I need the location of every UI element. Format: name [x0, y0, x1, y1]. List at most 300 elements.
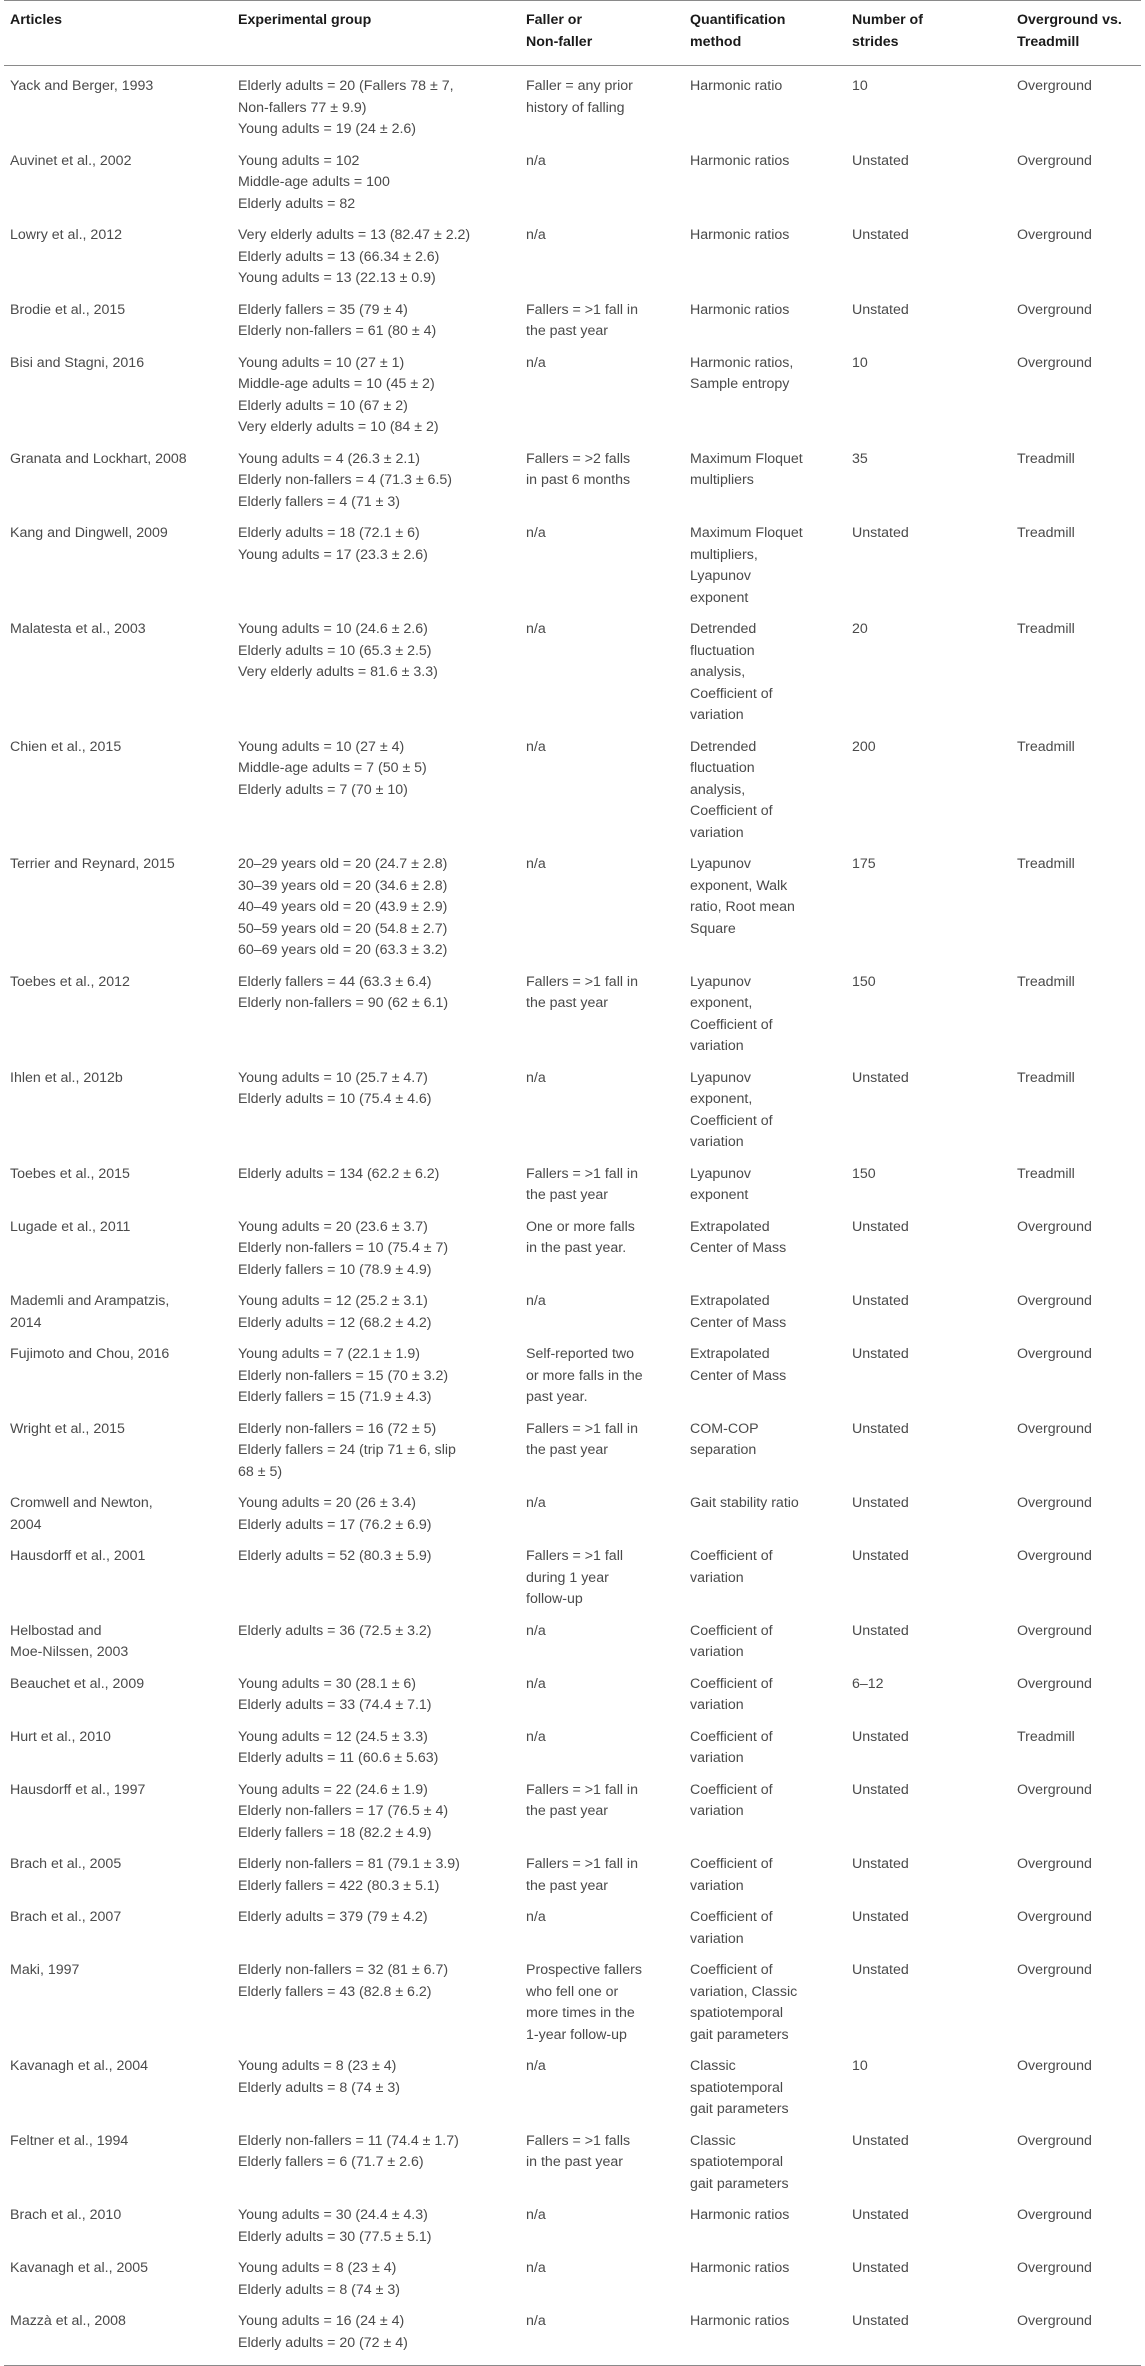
- cell-line: Lyapunov: [690, 856, 752, 872]
- cell-line: Harmonic ratios: [690, 2313, 790, 2329]
- cell-experimental-group: [232, 1207, 520, 1282]
- cell-line: Overground: [1017, 2260, 1092, 2276]
- cell-line: exponent: [690, 1187, 749, 1203]
- cell-number-of-strides: [846, 1058, 1011, 1154]
- cell-line: Elderly adults = 8 (74 ± 3): [238, 2079, 400, 2096]
- table-row: [4, 1058, 1141, 1154]
- cell-line: Treadmill: [1017, 33, 1080, 50]
- cell-line: Overground: [1017, 2058, 1092, 2074]
- cell-articles: [4, 1770, 232, 1845]
- cell-line: variation: [690, 1803, 744, 1819]
- cell-line: Young adults = 10 (27 ± 4): [238, 738, 405, 755]
- cell-overground-vs-treadmill: [1011, 2121, 1141, 2196]
- cell-line: 200: [852, 738, 876, 755]
- cell-line: Very elderly adults = 13 (82.47 ± 2.2): [238, 227, 471, 243]
- cell-line: Faller or: [526, 12, 582, 28]
- cell-number-of-strides: [846, 513, 1011, 609]
- cell-line: gait parameters: [690, 2101, 789, 2117]
- cell-line: Terrier and Reynard, 2015: [10, 856, 175, 872]
- table-body: [4, 66, 1141, 2366]
- cell-line: in the past year: [526, 2154, 624, 2170]
- cell-line: Unstated: [852, 2260, 909, 2276]
- cell-quantification-method: [684, 66, 846, 141]
- cell-experimental-group: [232, 343, 520, 439]
- cell-overground-vs-treadmill: [1011, 2301, 1141, 2366]
- cell-line: past year.: [526, 1389, 588, 1405]
- cell-line: 10: [852, 354, 868, 371]
- cell-line: Elderly adults = 11 (60.6 ± 5.63): [238, 1750, 439, 1766]
- cell-line: Overground: [1017, 1346, 1092, 1362]
- cell-line: spatiotemporal: [690, 2079, 784, 2096]
- cell-experimental-group: [232, 1717, 520, 1770]
- cell-line: Feltner et al., 1994: [10, 2132, 129, 2149]
- cell-line: Young adults = 20 (23.6 ± 3.7): [238, 1218, 428, 1235]
- cell-quantification-method: [684, 343, 846, 439]
- cell-overground-vs-treadmill: [1011, 66, 1141, 141]
- table-row: [4, 727, 1141, 845]
- cell-line: Harmonic ratios: [690, 2260, 790, 2276]
- cell-quantification-method: [684, 1207, 846, 1282]
- cell-quantification-method: [684, 1611, 846, 1664]
- cell-line: in past 6 months: [526, 472, 631, 488]
- cell-line: 60–69 years old = 20 (63.3 ± 3.2): [238, 942, 448, 958]
- cell-line: Elderly fallers = 6 (71.7 ± 2.6): [238, 2154, 424, 2170]
- cell-experimental-group: [232, 2248, 520, 2301]
- cell-line: Center of Mass: [690, 1240, 787, 1256]
- cell-quantification-method: [684, 2121, 846, 2196]
- cell-line: 10: [852, 78, 868, 94]
- cell-line: 50–59 years old = 20 (54.8 ± 2.7): [238, 920, 448, 937]
- cell-line: Center of Mass: [690, 1314, 787, 1331]
- cell-experimental-group: [232, 962, 520, 1058]
- cell-overground-vs-treadmill: [1011, 1770, 1141, 1845]
- cell-line: Extrapolated: [690, 1218, 770, 1235]
- cell-line: Elderly non-fallers = 32 (81 ± 6.7): [238, 1962, 449, 1978]
- cell-line: Unstated: [852, 1293, 909, 1309]
- cell-line: Elderly non-fallers = 4 (71.3 ± 6.5): [238, 472, 453, 488]
- table-header: [4, 1, 1141, 66]
- cell-line: Wright et al., 2015: [10, 1420, 125, 1437]
- cell-line: Prospective fallers: [526, 1962, 642, 1978]
- cell-line: One or more falls: [526, 1218, 635, 1235]
- table-row: [4, 1334, 1141, 1409]
- cell-line: Elderly adults = 10 (67 ± 2): [238, 397, 408, 414]
- cell-line: Elderly adults = 13 (66.34 ± 2.6): [238, 248, 440, 265]
- table-row: [4, 439, 1141, 514]
- cell-line: Elderly adults = 18 (72.1 ± 6): [238, 525, 420, 541]
- cell-line: Elderly adults = 82: [238, 195, 356, 212]
- cell-articles: [4, 2301, 232, 2366]
- cell-faller-status: [520, 1717, 684, 1770]
- cell-number-of-strides: [846, 2121, 1011, 2196]
- cell-line: n/a: [526, 1728, 546, 1745]
- cell-number-of-strides: [846, 439, 1011, 514]
- cell-line: Non-fallers 77 ± 9.9): [238, 99, 367, 116]
- cell-faller-status: [520, 1536, 684, 1611]
- cell-overground-vs-treadmill: [1011, 1611, 1141, 1664]
- cell-articles: [4, 290, 232, 343]
- cell-line: 6–12: [852, 1675, 884, 1692]
- cell-overground-vs-treadmill: [1011, 2046, 1141, 2121]
- cell-line: Elderly non-fallers = 90 (62 ± 6.1): [238, 995, 449, 1011]
- cell-line: Cromwell and Newton,: [10, 1495, 153, 1511]
- cell-line: Unstated: [852, 301, 909, 318]
- cell-quantification-method: [684, 1897, 846, 1950]
- cell-number-of-strides: [846, 343, 1011, 439]
- cell-line: Harmonic ratios: [690, 301, 790, 318]
- cell-faller-status: [520, 1154, 684, 1207]
- cell-line: 150: [852, 1165, 876, 1182]
- cell-quantification-method: [684, 1717, 846, 1770]
- cell-line: Beauchet et al., 2009: [10, 1675, 145, 1692]
- cell-line: Lyapunov: [690, 1069, 752, 1086]
- cell-faller-status: [520, 2046, 684, 2121]
- cell-line: Experimental group: [238, 12, 372, 28]
- cell-line: Unstated: [852, 1495, 909, 1511]
- cell-number-of-strides: [846, 1334, 1011, 1409]
- header-number-of-strides: [846, 1, 1011, 66]
- cell-articles: [4, 343, 232, 439]
- cell-experimental-group: [232, 727, 520, 845]
- cell-articles: [4, 1664, 232, 1717]
- cell-line: Overground: [1017, 2132, 1092, 2149]
- cell-line: Hurt et al., 2010: [10, 1728, 111, 1745]
- cell-faller-status: [520, 1281, 684, 1334]
- table-row: [4, 1281, 1141, 1334]
- cell-line: 1-year follow-up: [526, 2026, 627, 2043]
- cell-quantification-method: [684, 1154, 846, 1207]
- cell-line: Lyapunov: [690, 973, 752, 990]
- cell-line: fluctuation: [690, 642, 755, 659]
- cell-line: Harmonic ratio: [690, 78, 783, 94]
- cell-faller-status: [520, 1844, 684, 1897]
- cell-line: Bisi and Stagni, 2016: [10, 354, 145, 371]
- table-row: [4, 1717, 1141, 1770]
- cell-number-of-strides: [846, 66, 1011, 141]
- table-row: [4, 1844, 1141, 1897]
- cell-line: spatiotemporal: [690, 2154, 784, 2170]
- cell-experimental-group: [232, 141, 520, 216]
- cell-line: Young adults = 8 (23 ± 4): [238, 2058, 397, 2074]
- cell-line: separation: [690, 1442, 757, 1458]
- cell-articles: [4, 844, 232, 962]
- cell-articles: [4, 1058, 232, 1154]
- cell-line: in the past year.: [526, 1240, 627, 1256]
- cell-number-of-strides: [846, 290, 1011, 343]
- table-row: [4, 1409, 1141, 1484]
- cell-experimental-group: [232, 1770, 520, 1845]
- cell-line: Unstated: [852, 1962, 909, 1978]
- cell-faller-status: [520, 513, 684, 609]
- cell-articles: [4, 66, 232, 141]
- cell-quantification-method: [684, 290, 846, 343]
- cell-articles: [4, 609, 232, 727]
- cell-line: variation: [690, 1877, 744, 1894]
- cell-quantification-method: [684, 1536, 846, 1611]
- cell-line: Treadmill: [1017, 1728, 1075, 1745]
- cell-line: Overground: [1017, 1548, 1092, 1564]
- cell-overground-vs-treadmill: [1011, 1844, 1141, 1897]
- cell-line: Helbostad and: [10, 1622, 102, 1639]
- cell-line: Young adults = 7 (22.1 ± 1.9): [238, 1346, 420, 1362]
- cell-line: Fallers = >1 fall in: [526, 1856, 638, 1872]
- header-row: [4, 1, 1141, 66]
- cell-line: Center of Mass: [690, 1367, 787, 1384]
- cell-line: Brach et al., 2007: [10, 1909, 122, 1925]
- cell-quantification-method: [684, 1770, 846, 1845]
- cell-line: Treadmill: [1017, 1165, 1075, 1182]
- cell-line: 10: [852, 2058, 868, 2074]
- cell-number-of-strides: [846, 141, 1011, 216]
- cell-line: Elderly adults = 10 (65.3 ± 2.5): [238, 642, 432, 659]
- cell-line: Lugade et al., 2011: [10, 1218, 131, 1235]
- cell-experimental-group: [232, 1058, 520, 1154]
- cell-line: Lowry et al., 2012: [10, 227, 122, 243]
- cell-line: Young adults = 19 (24 ± 2.6): [238, 121, 417, 137]
- cell-line: 40–49 years old = 20 (43.9 ± 2.9): [238, 899, 448, 915]
- cell-line: Granata and Lockhart, 2008: [10, 450, 187, 467]
- cell-articles: [4, 1611, 232, 1664]
- cell-line: ratio, Root mean: [690, 899, 795, 915]
- cell-line: Extrapolated: [690, 1346, 770, 1362]
- cell-line: Malatesta et al., 2003: [10, 621, 146, 637]
- cell-line: variation: [690, 1930, 744, 1947]
- cell-line: analysis,: [690, 664, 746, 680]
- cell-overground-vs-treadmill: [1011, 141, 1141, 216]
- cell-articles: [4, 1844, 232, 1897]
- cell-line: variation: [690, 1134, 744, 1150]
- cell-line: Overground: [1017, 301, 1092, 318]
- cell-line: Hausdorff et al., 2001: [10, 1548, 146, 1564]
- cell-line: Coefficient of: [690, 1856, 773, 1872]
- cell-line: Young adults = 22 (24.6 ± 1.9): [238, 1781, 428, 1798]
- cell-line: Coefficient of: [690, 1781, 773, 1798]
- cell-line: who fell one or: [526, 1983, 619, 2000]
- cell-quantification-method: [684, 2301, 846, 2366]
- cell-overground-vs-treadmill: [1011, 2248, 1141, 2301]
- cell-line: Elderly fallers = 422 (80.3 ± 5.1): [238, 1877, 440, 1894]
- cell-overground-vs-treadmill: [1011, 1664, 1141, 1717]
- cell-line: Harmonic ratios: [690, 2207, 790, 2223]
- cell-line: Fallers = >1 fall in: [526, 1165, 638, 1182]
- cell-line: Harmonic ratios: [690, 227, 790, 243]
- cell-line: Unstated: [852, 1346, 909, 1362]
- cell-quantification-method: [684, 609, 846, 727]
- cell-line: Auvinet et al., 2002: [10, 152, 132, 169]
- cell-line: Detrended: [690, 738, 757, 755]
- cell-number-of-strides: [846, 2046, 1011, 2121]
- cell-line: n/a: [526, 621, 546, 637]
- cell-experimental-group: [232, 1664, 520, 1717]
- cell-line: Fallers = >1 fall: [526, 1548, 623, 1564]
- cell-line: during 1 year: [526, 1569, 609, 1586]
- cell-articles: [4, 513, 232, 609]
- cell-line: Coefficient of: [690, 1622, 773, 1639]
- cell-articles: [4, 141, 232, 216]
- cell-line: Treadmill: [1017, 621, 1075, 637]
- cell-articles: [4, 727, 232, 845]
- cell-line: or more falls in the: [526, 1367, 643, 1384]
- cell-quantification-method: [684, 727, 846, 845]
- table-row: [4, 141, 1141, 216]
- cell-line: n/a: [526, 856, 546, 872]
- cell-line: the past year: [526, 1877, 609, 1894]
- cell-line: exponent,: [690, 1091, 753, 1107]
- cell-experimental-group: [232, 1483, 520, 1536]
- cell-line: Lyapunov: [690, 568, 752, 584]
- cell-line: Elderly adults = 8 (74 ± 3): [238, 2281, 400, 2298]
- cell-line: Brodie et al., 2015: [10, 301, 126, 318]
- cell-quantification-method: [684, 141, 846, 216]
- cell-line: Young adults = 4 (26.3 ± 2.1): [238, 450, 420, 467]
- cell-faller-status: [520, 290, 684, 343]
- cell-line: Elderly adults = 134 (62.2 ± 6.2): [238, 1165, 440, 1182]
- cell-line: Fallers = >1 fall in: [526, 1781, 638, 1798]
- cell-faller-status: [520, 2121, 684, 2196]
- cell-line: n/a: [526, 152, 546, 169]
- cell-line: Treadmill: [1017, 973, 1075, 990]
- cell-line: Young adults = 20 (26 ± 3.4): [238, 1495, 417, 1511]
- table-row: [4, 1664, 1141, 1717]
- cell-line: 150: [852, 973, 876, 990]
- cell-articles: [4, 1334, 232, 1409]
- cell-line: Elderly non-fallers = 17 (76.5 ± 4): [238, 1803, 449, 1819]
- cell-articles: [4, 1950, 232, 2046]
- cell-overground-vs-treadmill: [1011, 727, 1141, 845]
- cell-experimental-group: [232, 290, 520, 343]
- cell-line: n/a: [526, 2207, 546, 2223]
- cell-line: Unstated: [852, 1728, 909, 1745]
- cell-line: Elderly adults = 7 (70 ± 10): [238, 781, 408, 798]
- cell-line: Elderly non-fallers = 16 (72 ± 5): [238, 1420, 437, 1437]
- cell-line: Coefficient of: [690, 1909, 773, 1925]
- cell-line: Brach et al., 2005: [10, 1856, 122, 1872]
- cell-experimental-group: [232, 2301, 520, 2366]
- table-row: [4, 1483, 1141, 1536]
- cell-experimental-group: [232, 66, 520, 141]
- cell-line: 68 ± 5): [238, 1463, 283, 1480]
- cell-articles: [4, 439, 232, 514]
- cell-line: Unstated: [852, 2207, 909, 2223]
- cell-line: variation: [690, 824, 744, 841]
- table-row: [4, 609, 1141, 727]
- cell-line: Harmonic ratios: [690, 152, 790, 169]
- cell-quantification-method: [684, 215, 846, 290]
- cell-line: Elderly fallers = 44 (63.3 ± 6.4): [238, 973, 432, 990]
- cell-line: Overground: [1017, 1962, 1092, 1978]
- cell-overground-vs-treadmill: [1011, 1950, 1141, 2046]
- table-row: [4, 2046, 1141, 2121]
- cell-line: Coefficient of: [690, 1112, 773, 1129]
- cell-line: n/a: [526, 738, 546, 755]
- cell-line: Kang and Dingwell, 2009: [10, 525, 168, 541]
- cell-articles: [4, 1536, 232, 1611]
- cell-line: Elderly adults = 33 (74.4 ± 7.1): [238, 1697, 432, 1713]
- cell-quantification-method: [684, 1409, 846, 1484]
- cell-number-of-strides: [846, 962, 1011, 1058]
- cell-faller-status: [520, 1950, 684, 2046]
- table-row: [4, 1207, 1141, 1282]
- cell-line: Coefficient of: [690, 803, 773, 819]
- cell-overground-vs-treadmill: [1011, 1154, 1141, 1207]
- cell-line: exponent, Walk: [690, 877, 788, 894]
- cell-line: Middle-age adults = 10 (45 ± 2): [238, 376, 435, 392]
- header-experimental-group: [232, 1, 520, 66]
- cell-quantification-method: [684, 962, 846, 1058]
- cell-line: Unstated: [852, 227, 909, 243]
- cell-line: Toebes et al., 2012: [10, 973, 130, 990]
- cell-line: n/a: [526, 227, 546, 243]
- table-row: [4, 1611, 1141, 1664]
- cell-line: Coefficient of: [690, 1016, 773, 1033]
- table-row: [4, 2121, 1141, 2196]
- cell-line: n/a: [526, 2260, 546, 2276]
- cell-quantification-method: [684, 1664, 846, 1717]
- cell-line: Faller = any prior: [526, 78, 633, 94]
- cell-line: Elderly fallers = 4 (71 ± 3): [238, 493, 400, 510]
- cell-line: Treadmill: [1017, 738, 1075, 755]
- cell-line: Elderly fallers = 24 (trip 71 ± 6, slip: [238, 1442, 456, 1458]
- table-row: [4, 1770, 1141, 1845]
- cell-line: Fallers = >1 fall in: [526, 973, 638, 990]
- cell-experimental-group: [232, 1334, 520, 1409]
- table-row: [4, 343, 1141, 439]
- cell-quantification-method: [684, 2248, 846, 2301]
- cell-line: Classic: [690, 2058, 736, 2074]
- table-row: [4, 2195, 1141, 2248]
- cell-faller-status: [520, 1664, 684, 1717]
- cell-line: Elderly adults = 20 (72 ± 4): [238, 2334, 408, 2351]
- cell-line: Elderly adults = 30 (77.5 ± 5.1): [238, 2228, 432, 2245]
- cell-line: Maximum Floquet: [690, 525, 803, 541]
- cell-faller-status: [520, 439, 684, 514]
- cell-articles: [4, 215, 232, 290]
- cell-line: Middle-age adults = 100: [238, 174, 390, 190]
- cell-articles: [4, 1717, 232, 1770]
- cell-line: Young adults = 16 (24 ± 4): [238, 2313, 405, 2329]
- cell-line: exponent: [690, 589, 749, 606]
- cell-line: variation: [690, 1750, 744, 1766]
- cell-line: Non-faller: [526, 33, 593, 50]
- table-row: [4, 844, 1141, 962]
- cell-line: Overground: [1017, 152, 1092, 169]
- cell-line: Young adults = 10 (24.6 ± 2.6): [238, 621, 428, 637]
- cell-line: Elderly adults = 12 (68.2 ± 4.2): [238, 1314, 432, 1331]
- cell-line: Overground: [1017, 2313, 1092, 2329]
- cell-line: Self-reported two: [526, 1346, 635, 1362]
- cell-line: Overground: [1017, 1495, 1092, 1511]
- cell-line: Mazzà et al., 2008: [10, 2313, 126, 2329]
- cell-experimental-group: [232, 844, 520, 962]
- cell-number-of-strides: [846, 2248, 1011, 2301]
- cell-line: multipliers: [690, 472, 754, 488]
- cell-line: Kavanagh et al., 2005: [10, 2260, 149, 2276]
- cell-quantification-method: [684, 439, 846, 514]
- cell-line: Coefficient of: [690, 1728, 773, 1745]
- cell-line: Overground: [1017, 354, 1092, 371]
- cell-overground-vs-treadmill: [1011, 1058, 1141, 1154]
- cell-line: exponent,: [690, 995, 753, 1011]
- cell-quantification-method: [684, 1334, 846, 1409]
- cell-number-of-strides: [846, 609, 1011, 727]
- cell-line: the past year: [526, 323, 609, 339]
- cell-number-of-strides: [846, 215, 1011, 290]
- cell-line: Treadmill: [1017, 450, 1075, 467]
- cell-line: Very elderly adults = 81.6 ± 3.3): [238, 664, 438, 680]
- cell-line: Elderly adults = 20 (Fallers 78 ± 7,: [238, 78, 454, 94]
- cell-line: Mademli and Arampatzis,: [10, 1293, 170, 1309]
- cell-line: Quantification: [690, 12, 786, 28]
